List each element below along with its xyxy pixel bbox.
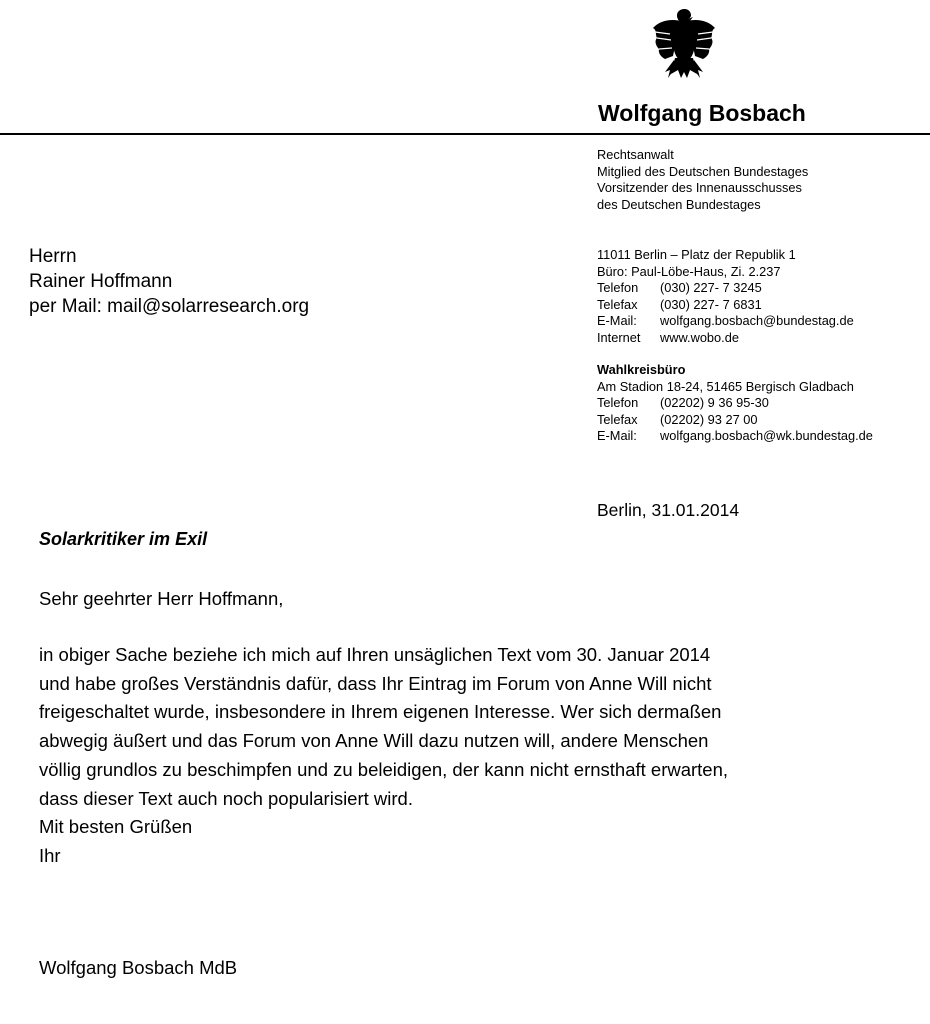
office-address-line: 11011 Berlin – Platz der Republik 1: [597, 247, 796, 262]
sender-title-line: des Deutschen Bundestages: [597, 196, 761, 212]
contact-value: (02202) 93 27 00: [660, 411, 758, 427]
contact-label: Internet: [597, 329, 641, 345]
federal-eagle-icon: [651, 8, 717, 86]
district-office-heading: Wahlkreisbüro: [597, 362, 686, 377]
district-office: [597, 362, 873, 445]
contact-internet: [597, 330, 796, 347]
contact-value: (030) 227- 7 6831: [660, 296, 762, 312]
contact-label: E-Mail:: [597, 428, 637, 444]
district-contact-phone: [597, 395, 854, 412]
contact-label: Telefon: [597, 395, 639, 411]
contact-fax: [597, 297, 796, 314]
recipient-line: Rainer Hoffmann: [29, 271, 173, 292]
sender-title-line: Vorsitzender des Innenausschusses: [597, 180, 802, 196]
closing-phrase: Mit besten Grüßen: [39, 816, 193, 838]
sender-title-line: Mitglied des Deutschen Bundestages: [597, 163, 809, 179]
body-line: und habe großes Verständnis dafür, dass Ihr Eintrag im Forum von Anne Will nicht: [39, 672, 712, 694]
letter-date: Berlin, 31.01.2014: [597, 500, 740, 520]
berlin-office: [597, 247, 854, 347]
salutation: Sehr geehrter Herr Hoffmann,: [39, 588, 284, 609]
contact-email: [597, 313, 854, 330]
body-line: freigeschaltet wurde, insbesondere in Ihrem eigenen Interesse. Wer sich dermaßen: [39, 701, 722, 723]
body-line: völlig grundlos zu beschimpfen und zu beleidigen, der kann nicht ernsthaft erwarten,: [39, 758, 729, 780]
recipient-address: [29, 244, 309, 319]
body-line: in obiger Sache beziehe ich mich auf Ihren unsäglichen Text vom 30. Januar 2014: [39, 644, 711, 665]
district-contact-fax: [597, 412, 854, 429]
contact-value: wolfgang.bosbach@wk.bundestag.de: [660, 428, 873, 444]
contact-phone: [597, 280, 796, 297]
letter-body: [39, 641, 728, 871]
contact-label: Telefon: [597, 280, 639, 296]
contact-value: www.wobo.de: [660, 329, 739, 345]
body-line: abwegig äußert und das Forum von Anne Will dazu nutzen will, andere Menschen: [39, 730, 709, 752]
closing-word: Ihr: [39, 844, 61, 866]
sender-title-line: Rechtsanwalt: [597, 147, 674, 162]
contact-label: E-Mail:: [597, 313, 637, 329]
header-divider: [0, 133, 930, 135]
recipient-line: per Mail: mail@solarresearch.org: [29, 296, 310, 317]
body-line: dass dieser Text auch noch popularisiert wird.: [39, 787, 413, 809]
district-office-address: Am Stadion 18-24, 51465 Bergisch Gladbach: [597, 378, 854, 394]
contact-value: (030) 227- 7 3245: [660, 280, 762, 296]
sender-titles: [597, 147, 808, 213]
office-address-line: Büro: Paul-Löbe-Haus, Zi. 2.237: [597, 263, 781, 279]
contact-label: Telefax: [597, 411, 638, 427]
contact-value: wolfgang.bosbach@bundestag.de: [660, 313, 854, 329]
signature: Wolfgang Bosbach MdB: [39, 957, 238, 978]
recipient-line: Herrn: [29, 246, 77, 267]
contact-label: Telefax: [597, 296, 638, 312]
contact-value: (02202) 9 36 95-30: [660, 395, 769, 411]
district-contact-email: [597, 428, 873, 445]
letterhead-name: Wolfgang Bosbach: [598, 100, 806, 126]
letter-subject: Solarkritiker im Exil: [39, 529, 208, 549]
